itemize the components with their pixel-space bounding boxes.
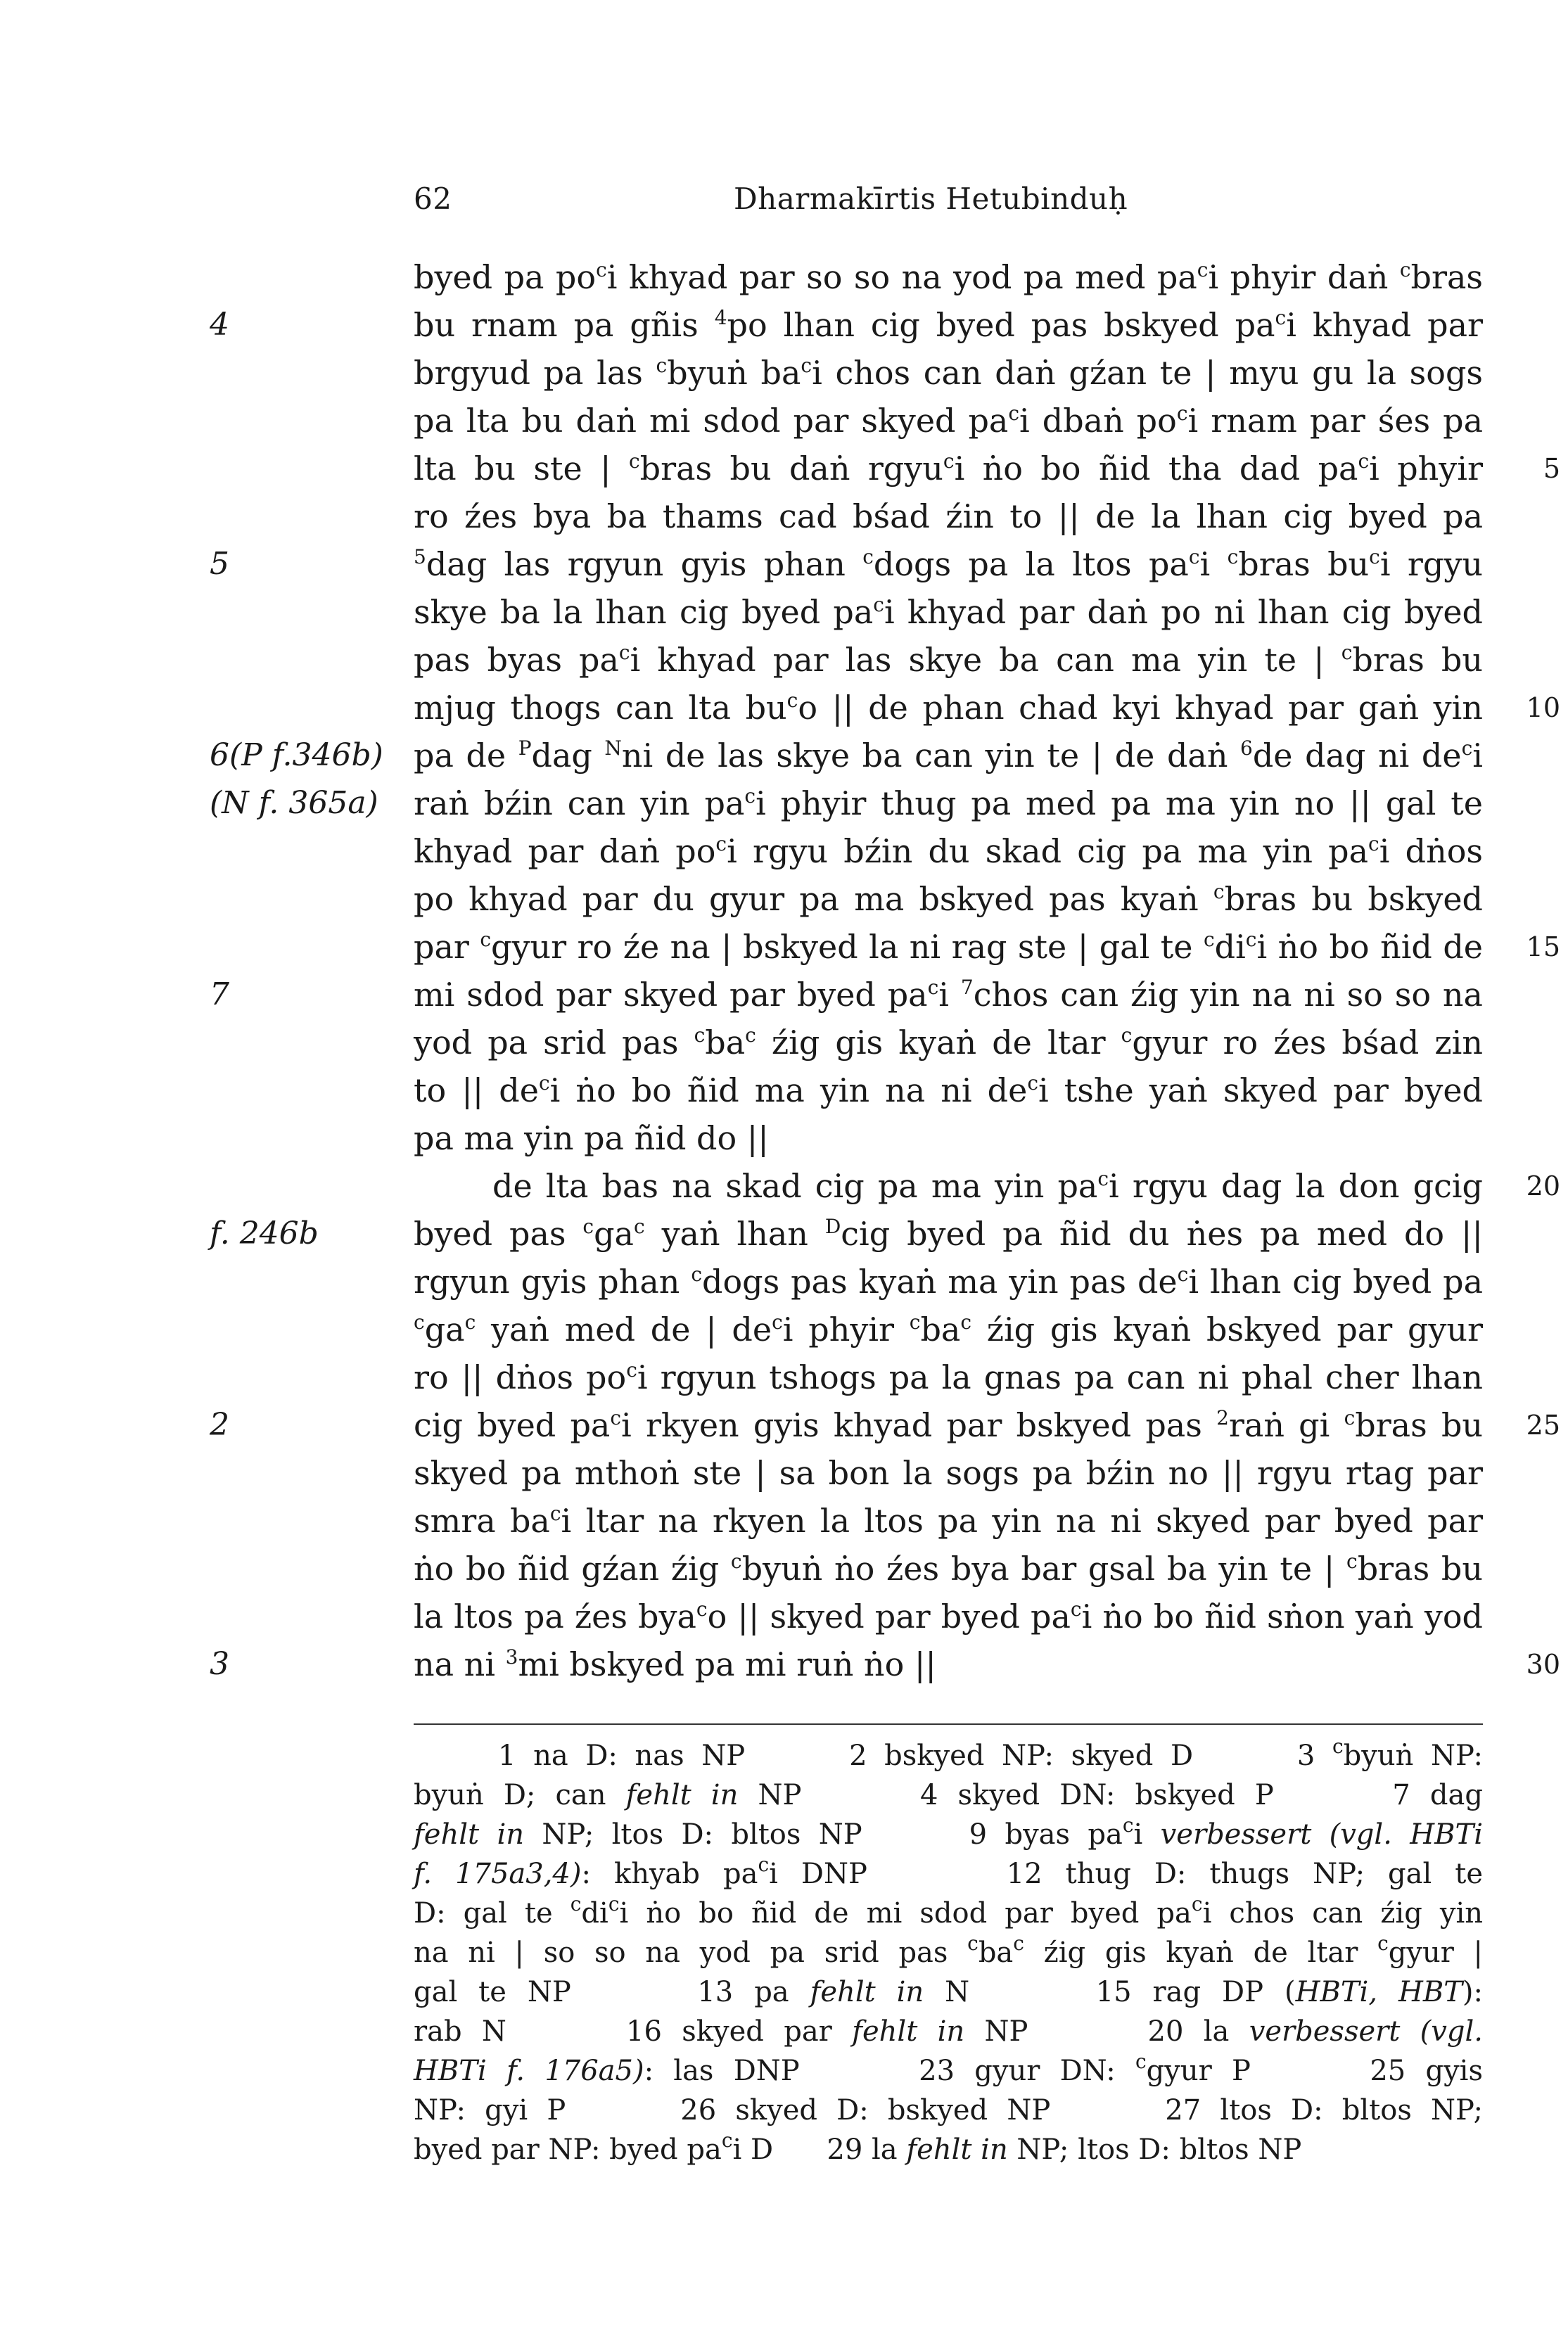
text-line — [210, 1401, 1560, 1449]
text-line — [414, 1449, 1483, 1497]
folio-marker: 7 — [210, 976, 229, 1012]
folio-marker: (N f. 365a) — [210, 785, 378, 821]
text-line — [210, 971, 1483, 1019]
text-line-content: skyed pa mthoṅ ste | sa bon la sogs pa bźin no || rgyu rtag par — [414, 1454, 1483, 1492]
text-line — [414, 1162, 1560, 1210]
text-line — [414, 1353, 1483, 1401]
text-line-content: la ltos pa źes bya$^c$o || skyed par byed $pa^ci$ ṅo bo ñid sṅon yaṅ yod — [414, 1598, 1483, 1636]
text-line — [414, 588, 1483, 636]
text-line — [414, 827, 1483, 875]
text-line-content: brgyud pa las $^c$byuṅ $ba^ci$ chos can daṅ gźan te | myu gu la sogs — [414, 354, 1484, 392]
text-line-content: pa de $^P$dag $^N$ni de las skye ba can yin te | de daṅ $^6$de dag ni $de^ci$ — [414, 737, 1483, 774]
critical-apparatus — [414, 1736, 1483, 2169]
text-line — [210, 1640, 1560, 1688]
text-line — [414, 1497, 1483, 1545]
text-line — [210, 732, 1483, 779]
text-line-content: pas byas $pa^ci$ khyad par las skye ba can ma yin te | $^c$bras bu — [414, 641, 1483, 679]
running-title: Dharmakīrtis Hetubinduḥ — [734, 181, 1128, 216]
text-line-content: yod pa srid pas $^cba^c$ źig gis kyaṅ de ltar $^c$gyur ro źes bśad zin — [414, 1024, 1483, 1062]
footnote-line: f. 175a3,4): khyab $pa^ci$ DNP 12 thug D: thugs NP; gal te — [414, 1853, 1483, 1890]
page-number: 62 — [414, 181, 452, 216]
text-line — [414, 253, 1483, 301]
footnote-rule — [414, 1723, 1483, 1725]
footnote-line: D: gal te $^cdi^ci$ ṅo bo ñid de mi sdod par byed $pa^ci$ chos can źig yin — [414, 1892, 1484, 1930]
line-number: 25 — [1526, 1410, 1560, 1441]
text-line-content: skye ba la lhan cig byed $pa^ci$ khyad par daṅ po ni lhan cig byed — [414, 593, 1484, 631]
text-line-content: po khyad par du gyur pa ma bskyed pas kyaṅ $^c$bras bu bskyed — [414, 880, 1484, 918]
text-line-content: pa lta bu daṅ mi sdod par skyed $pa^ci$ dbaṅ $po^ci$ rnam par śes pa — [414, 402, 1484, 440]
footnote-line: na ni | so so na yod pa srid pas $^cba^c$ źig gis kyaṅ de ltar $^c$gyur | — [414, 1932, 1484, 1969]
text-line-content: rgyun gyis phan $^c$dogs pas kyaṅ ma yin pas $de^ci$ lhan cig byed pa — [414, 1263, 1483, 1301]
footnote-line: fehlt in NP; ltos D: bltos NP 9 byas $pa^ci$ verbessert (vgl. HBTi — [414, 1813, 1484, 1851]
text-line-content: $^cga^c$ yaṅ med de | $de^ci$ phyir $^cba^c$ źig gis kyaṅ bskyed par gyur — [414, 1311, 1483, 1349]
text-line — [414, 684, 1560, 732]
text-line — [414, 1593, 1483, 1640]
text-line-content: byed pas $^cga^c$ yaṅ lhan $^D$cig byed pa ñid du ṅes pa med do || — [414, 1215, 1483, 1253]
text-line — [210, 779, 1483, 827]
folio-marker: 3 — [210, 1646, 229, 1682]
text-line-content: ro źes bya ba thams cad bśad źin to || de la lhan cig byed pa — [414, 497, 1483, 535]
text-line-content: mjug thogs can lta $bu^co$ || de phan chad kyi khyad par gaṅ yin — [414, 689, 1483, 727]
text-line-content: de lta bas na skad cig pa ma yin $pa^ci$ rgyu dag la don gcig — [492, 1167, 1483, 1205]
footnote-line: NP: gyi P 26 skyed D: bskyed NP 27 ltos D: bltos NP; — [414, 2094, 1483, 2127]
text-line — [414, 1019, 1483, 1066]
folio-marker: 2 — [210, 1407, 229, 1443]
footnote-line: byuṅ D; can fehlt in NP 4 skyed DN: bskyed P 7 dag — [414, 1779, 1483, 1811]
line-number: 20 — [1526, 1171, 1560, 1201]
text-line — [414, 349, 1483, 397]
text-line-content: bu rnam pa gñis $^4$po lhan cig byed pas bskyed $pa^ci$ khyad par — [414, 306, 1483, 344]
text-line — [414, 1066, 1483, 1114]
line-number: 5 — [1543, 453, 1560, 484]
folio-marker: f. 246b — [210, 1216, 319, 1251]
folio-marker: 5 — [210, 546, 229, 582]
text-line-content: cig byed $pa^ci$ rkyen gyis khyad par bskyed pas $^2$raṅ gi $^c$bras bu — [414, 1406, 1484, 1444]
text-line-content: na ni $^3$mi bskyed pa mi ruṅ ṅo || — [414, 1645, 936, 1683]
text-line — [210, 301, 1483, 349]
footnote-line: gal te NP 13 pa fehlt in N 15 rag DP (HBTi, HBT): — [414, 1976, 1484, 2008]
text-line — [414, 1114, 1483, 1162]
text-line-content: to || $de^ci$ ṅo bo ñid ma yin na ni $de^ci$ tshe yaṅ skyed par byed — [414, 1071, 1483, 1109]
text-line — [210, 1210, 1483, 1258]
text-line-content: ro || dṅos $po^ci$ rgyun tshogs pa la gnas pa can ni phal cher lhan — [414, 1358, 1484, 1396]
text-line-content: khyad par daṅ $po^ci$ rgyu bźin du skad cig pa ma yin $pa^ci$ dṅos — [414, 832, 1483, 870]
text-line — [414, 923, 1560, 971]
folio-marker: 4 — [210, 307, 229, 343]
footnote-line: byed par NP: byed $pa^ci$ D 29 la fehlt in NP; ltos D: bltos NP — [414, 2129, 1302, 2166]
text-line-content: $^5$dag las rgyun gyis phan $^c$dogs pa la ltos $pa^ci$ $^c$bras $bu^ci$ rgyu — [414, 545, 1483, 583]
line-number: 15 — [1526, 931, 1560, 962]
text-line-content: pa ma yin pa ñid do || — [414, 1119, 769, 1157]
text-line — [414, 1306, 1483, 1353]
text-line — [414, 397, 1483, 445]
text-line — [210, 540, 1483, 588]
text-line — [414, 492, 1483, 540]
text-line-content: ṅo bo ñid gźan źig $^c$byuṅ ṅo źes bya bar gsal ba yin te | $^c$bras bu — [414, 1550, 1483, 1588]
text-line-content: smra $ba^ci$ ltar na rkyen la ltos pa yin na ni skyed par byed par — [414, 1502, 1483, 1540]
text-line — [414, 445, 1560, 492]
text-line — [414, 1258, 1483, 1306]
text-line — [414, 875, 1483, 923]
main-text — [210, 253, 1560, 1688]
text-line-content: byed pa $po^ci$ khyad par so so na yod pa med $pa^ci$ phyir daṅ $^c$bras — [414, 258, 1483, 296]
footnote-line: HBTi f. 176a5): las DNP 23 gyur DN: $^c$gyur P 25 gyis — [414, 2050, 1483, 2087]
footnote-line: 1 na D: nas NP 2 bskyed NP: skyed D 3 $^c$byuṅ NP: — [498, 1735, 1483, 1772]
footnote-line: rab N 16 skyed par fehlt in NP 20 la verbessert (vgl. — [414, 2015, 1484, 2048]
text-line-content: lta bu ste | $^c$bras bu daṅ rgyu$^c$i ṅo bo ñid tha dad $pa^ci$ phyir — [414, 450, 1483, 487]
folio-marker: 6(P f.346b) — [210, 737, 383, 773]
line-number: 30 — [1526, 1649, 1560, 1680]
text-line-content: par $^c$gyur ro źe na | bskyed la ni rag ste | gal te $^cdi^ci$ ṅo bo ñid de — [414, 928, 1483, 966]
text-line-content: raṅ bźin can yin $pa^ci$ phyir thug pa med pa ma yin no || gal te — [414, 784, 1483, 822]
line-number: 10 — [1526, 692, 1560, 723]
text-line — [414, 1545, 1483, 1593]
text-line — [414, 636, 1483, 684]
text-line-content: mi sdod par skyed par byed $pa^ci$ $^7$chos can źig yin na ni so so na — [414, 976, 1483, 1014]
